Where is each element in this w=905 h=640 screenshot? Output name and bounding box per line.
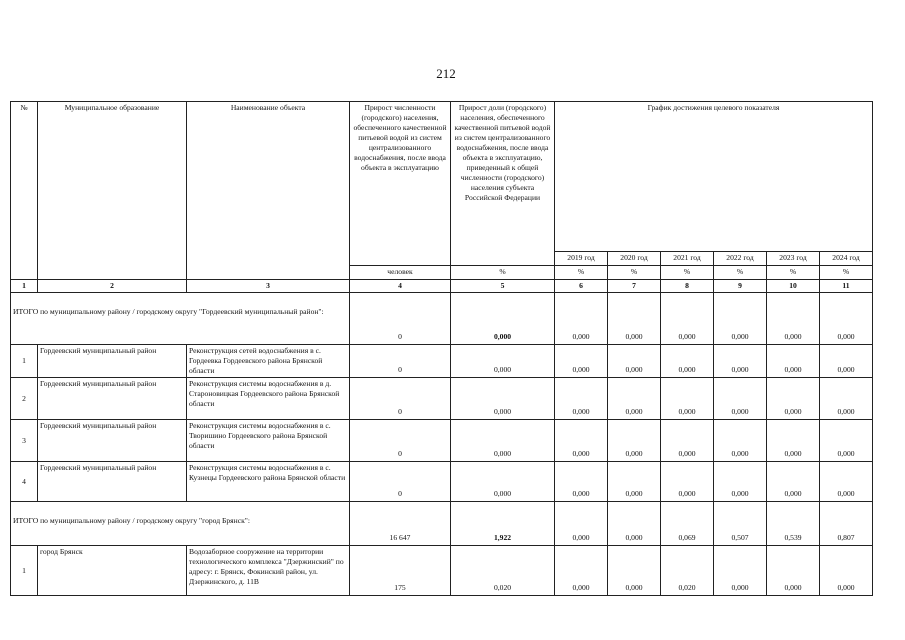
row-share: 0,000 bbox=[451, 420, 555, 462]
row-year-value: 0,000 bbox=[767, 462, 820, 502]
row-year-value: 0,000 bbox=[608, 345, 661, 378]
row-people: 0 bbox=[350, 462, 451, 502]
unit-percent: % bbox=[767, 266, 820, 280]
column-number: 5 bbox=[451, 280, 555, 293]
year-header: 2021 год bbox=[661, 252, 714, 266]
row-object-name: Реконструкция сетей водоснабжения в с. Гордеевка Гордеевского района Брянской области bbox=[187, 345, 350, 378]
group-total-year-value: 0,000 bbox=[608, 502, 661, 546]
row-municipality: город Брянск bbox=[38, 546, 187, 596]
row-year-value: 0,000 bbox=[555, 420, 608, 462]
year-header: 2019 год bbox=[555, 252, 608, 266]
unit-percent: % bbox=[555, 266, 608, 280]
row-year-value: 0,000 bbox=[714, 345, 767, 378]
unit-percent: % bbox=[608, 266, 661, 280]
column-number: 11 bbox=[820, 280, 873, 293]
target-indicator-table-wrapper bbox=[10, 101, 873, 596]
row-year-value: 0,000 bbox=[767, 420, 820, 462]
group-total-people: 0 bbox=[350, 293, 451, 345]
row-people: 0 bbox=[350, 420, 451, 462]
page-number: 212 bbox=[436, 66, 456, 81]
row-year-value: 0,000 bbox=[555, 462, 608, 502]
column-number: 2 bbox=[38, 280, 187, 293]
row-object-name: Водозаборное сооружение на территории технологического комплекса "Дзержинский" по адресу: г. Брянск, Фокинский район, ул. Дзержинского, д. 11В bbox=[187, 546, 350, 596]
group-total-year-value: 0,000 bbox=[608, 293, 661, 345]
row-year-value: 0,000 bbox=[608, 462, 661, 502]
row-year-value: 0,000 bbox=[555, 345, 608, 378]
column-number-row bbox=[11, 280, 873, 293]
row-year-value: 0,000 bbox=[767, 378, 820, 420]
group-total-year-value: 0,539 bbox=[767, 502, 820, 546]
row-year-value: 0,000 bbox=[608, 420, 661, 462]
group-total-year-value: 0,507 bbox=[714, 502, 767, 546]
row-year-value: 0,020 bbox=[661, 546, 714, 596]
group-total-year-value: 0,000 bbox=[555, 502, 608, 546]
row-number: 2 bbox=[11, 378, 38, 420]
year-header: 2024 год bbox=[820, 252, 873, 266]
group-total-year-value: 0,069 bbox=[661, 502, 714, 546]
header-schedule: График достижения целевого показателя bbox=[555, 102, 873, 252]
unit-percent: % bbox=[820, 266, 873, 280]
row-year-value: 0,000 bbox=[820, 462, 873, 502]
row-year-value: 0,000 bbox=[767, 345, 820, 378]
group-total-label: ИТОГО по муниципальному району / городскому округу "Гордеевский муниципальный район": bbox=[11, 293, 350, 345]
row-municipality: Гордеевский муниципальный район bbox=[38, 345, 187, 378]
table-row bbox=[11, 546, 873, 596]
row-object-name: Реконструкция системы водоснабжения в с. Кузнецы Гордеевского района Брянской области bbox=[187, 462, 350, 502]
row-municipality: Гордеевский муниципальный район bbox=[38, 420, 187, 462]
year-header: 2020 год bbox=[608, 252, 661, 266]
row-year-value: 0,000 bbox=[661, 378, 714, 420]
row-year-value: 0,000 bbox=[661, 462, 714, 502]
row-number: 1 bbox=[11, 546, 38, 596]
unit-percent: % bbox=[714, 266, 767, 280]
table-row bbox=[11, 420, 873, 462]
column-number: 3 bbox=[187, 280, 350, 293]
row-number: 3 bbox=[11, 420, 38, 462]
group-total-share: 0,000 bbox=[451, 293, 555, 345]
group-total-year-value: 0,807 bbox=[820, 502, 873, 546]
row-people: 0 bbox=[350, 345, 451, 378]
row-municipality: Гордеевский муниципальный район bbox=[38, 462, 187, 502]
column-number: 10 bbox=[767, 280, 820, 293]
row-people: 175 bbox=[350, 546, 451, 596]
group-total-label: ИТОГО по муниципальному району / городскому округу "город Брянск": bbox=[11, 502, 350, 546]
group-total-row bbox=[11, 502, 873, 546]
row-year-value: 0,000 bbox=[555, 546, 608, 596]
unit-people: человек bbox=[350, 266, 451, 280]
unit-percent: % bbox=[451, 266, 555, 280]
header-share-growth: Прирост доли (городского) населения, обеспеченного качественной питьевой водой из систем централизованного водоснабжения, после ввода объекта в эксплуатацию, приведенный к общей численности (городского) населения субъекта Российской Федерации bbox=[451, 102, 555, 266]
column-number: 4 bbox=[350, 280, 451, 293]
column-number: 9 bbox=[714, 280, 767, 293]
year-header: 2023 год bbox=[767, 252, 820, 266]
column-number: 6 bbox=[555, 280, 608, 293]
header-row bbox=[11, 102, 873, 252]
row-year-value: 0,000 bbox=[608, 546, 661, 596]
table-row bbox=[11, 345, 873, 378]
row-object-name: Реконструкция системы водоснабжения в д. Староновицкая Гордеевского района Брянской области bbox=[187, 378, 350, 420]
row-share: 0,000 bbox=[451, 462, 555, 502]
row-year-value: 0,000 bbox=[661, 345, 714, 378]
group-total-year-value: 0,000 bbox=[820, 293, 873, 345]
row-share: 0,020 bbox=[451, 546, 555, 596]
row-object-name: Реконструкция системы водоснабжения в с. Творишино Гордеевского района Брянской области bbox=[187, 420, 350, 462]
row-year-value: 0,000 bbox=[714, 546, 767, 596]
row-people: 0 bbox=[350, 378, 451, 420]
row-year-value: 0,000 bbox=[820, 378, 873, 420]
group-total-people: 16 647 bbox=[350, 502, 451, 546]
table-row bbox=[11, 378, 873, 420]
group-total-year-value: 0,000 bbox=[555, 293, 608, 345]
row-year-value: 0,000 bbox=[820, 546, 873, 596]
row-year-value: 0,000 bbox=[608, 378, 661, 420]
header-population-growth: Прирост численности (городского) населения, обеспеченного качественной питьевой водой из систем централизованного водоснабжения, после ввода объекта в эксплуатацию bbox=[350, 102, 451, 266]
row-year-value: 0,000 bbox=[661, 420, 714, 462]
row-year-value: 0,000 bbox=[714, 378, 767, 420]
row-year-value: 0,000 bbox=[820, 420, 873, 462]
row-year-value: 0,000 bbox=[714, 462, 767, 502]
column-number: 1 bbox=[11, 280, 38, 293]
row-year-value: 0,000 bbox=[714, 420, 767, 462]
group-total-year-value: 0,000 bbox=[661, 293, 714, 345]
year-header: 2022 год bbox=[714, 252, 767, 266]
group-total-share: 1,922 bbox=[451, 502, 555, 546]
unit-percent: % bbox=[661, 266, 714, 280]
row-year-value: 0,000 bbox=[767, 546, 820, 596]
table-body bbox=[11, 102, 873, 596]
header-municipality: Муниципальное образование bbox=[38, 102, 187, 280]
column-number: 7 bbox=[608, 280, 661, 293]
row-number: 1 bbox=[11, 345, 38, 378]
column-number: 8 bbox=[661, 280, 714, 293]
group-total-year-value: 0,000 bbox=[767, 293, 820, 345]
row-year-value: 0,000 bbox=[555, 378, 608, 420]
row-share: 0,000 bbox=[451, 345, 555, 378]
header-no: № bbox=[11, 102, 38, 280]
row-municipality: Гордеевский муниципальный район bbox=[38, 378, 187, 420]
header-object-name: Наименование объекта bbox=[187, 102, 350, 280]
group-total-year-value: 0,000 bbox=[714, 293, 767, 345]
target-indicator-table bbox=[10, 101, 873, 596]
row-year-value: 0,000 bbox=[820, 345, 873, 378]
row-share: 0,000 bbox=[451, 378, 555, 420]
group-total-row bbox=[11, 293, 873, 345]
table-row bbox=[11, 462, 873, 502]
row-number: 4 bbox=[11, 462, 38, 502]
